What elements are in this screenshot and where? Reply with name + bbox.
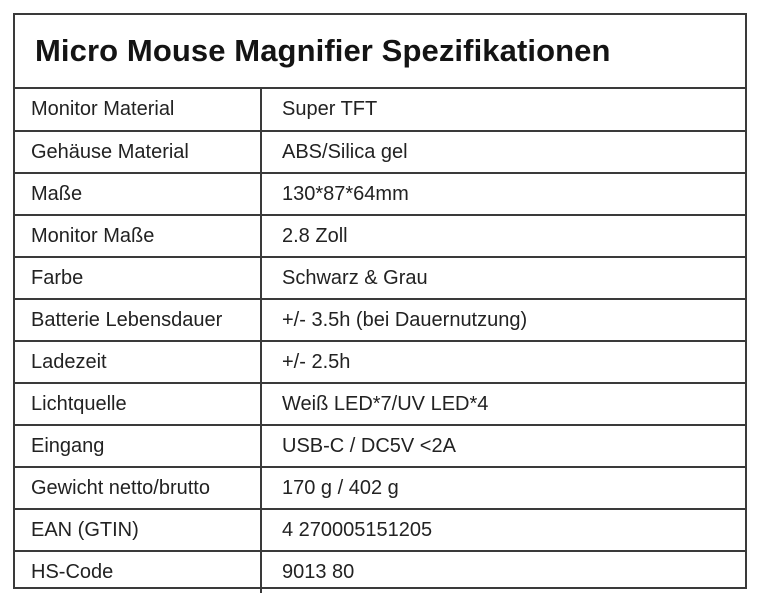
row-value: +/- 2.5h — [261, 341, 745, 383]
row-label: Gewicht netto/brutto — [15, 467, 261, 509]
table-row — [15, 89, 745, 131]
table-row — [15, 341, 745, 383]
row-label: EAN (GTIN) — [15, 509, 261, 551]
row-value: Weiß LED*7/UV LED*4 — [261, 383, 745, 425]
row-label: Ladezeit — [15, 341, 261, 383]
row-label: Lichtquelle — [15, 383, 261, 425]
table-row — [15, 299, 745, 341]
row-value: +/- 3.5h (bei Dauernutzung) — [261, 299, 745, 341]
row-label: Batterie Lebensdauer — [15, 299, 261, 341]
table-row — [15, 257, 745, 299]
table-row — [15, 215, 745, 257]
table-row — [15, 425, 745, 467]
row-value: ABS/Silica gel — [261, 131, 745, 173]
spec-sheet — [13, 13, 747, 589]
row-label: Monitor Maße — [15, 215, 261, 257]
row-label: HS-Code — [15, 551, 261, 593]
row-value: USB-C / DC5V <2A — [261, 425, 745, 467]
row-value: 170 g / 402 g — [261, 467, 745, 509]
row-value: Schwarz & Grau — [261, 257, 745, 299]
row-value: Super TFT — [282, 98, 378, 120]
row-value: 2.8 Zoll — [261, 215, 745, 257]
page-title: Micro Mouse Magnifier Spezifikationen — [35, 33, 611, 68]
row-label: Eingang — [15, 425, 261, 467]
row-label: Farbe — [15, 257, 261, 299]
row-label: Monitor Material — [15, 89, 261, 131]
table-row — [15, 551, 745, 593]
row-value: 130*87*64mm — [261, 173, 745, 215]
row-label: Gehäuse Material — [15, 131, 261, 173]
table-row — [15, 383, 745, 425]
row-label: Maße — [15, 173, 261, 215]
table-row — [15, 509, 745, 551]
row-value: 4 270005151205 — [261, 509, 745, 551]
table-row — [15, 467, 745, 509]
row-value: 9013 80 — [261, 551, 745, 593]
spec-table-body — [15, 89, 745, 593]
table-row — [15, 131, 745, 173]
title-cell — [15, 15, 745, 89]
spec-table — [15, 89, 745, 593]
table-row — [15, 173, 745, 215]
